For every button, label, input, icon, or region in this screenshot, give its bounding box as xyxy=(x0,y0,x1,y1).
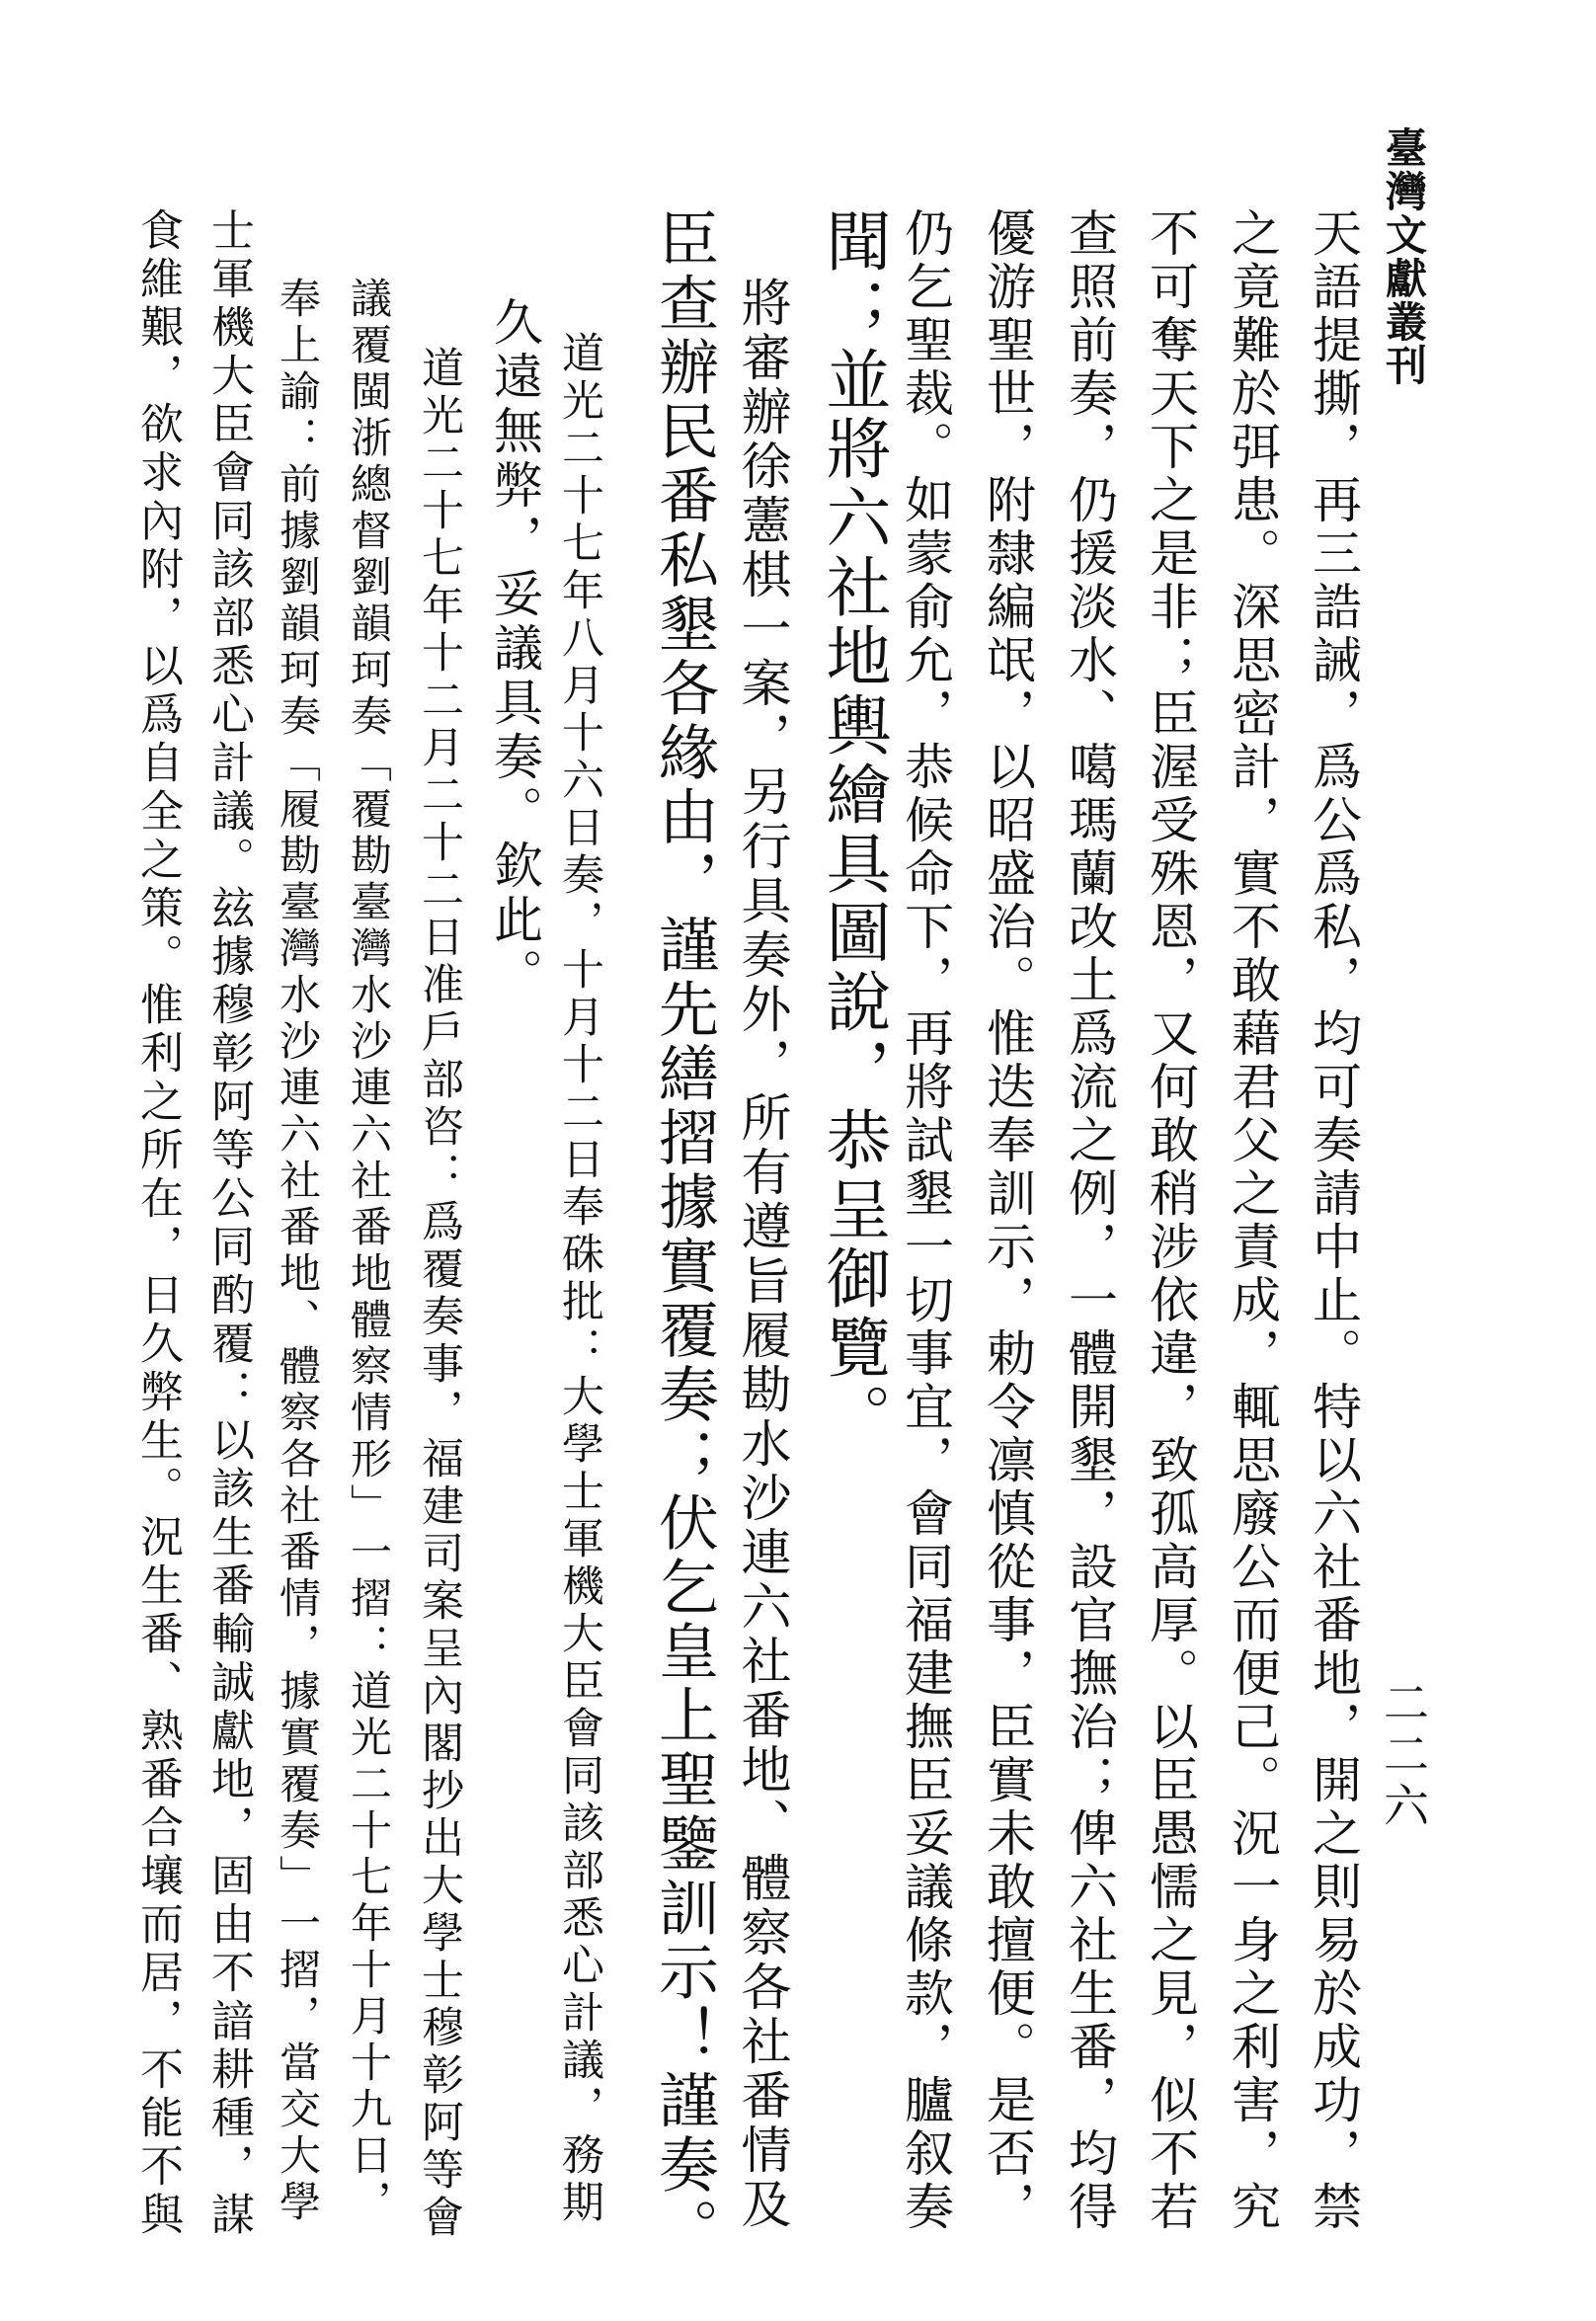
decree-line: 士軍機大臣會同該部悉心計議。玆據穆彰阿等公同酌覆：以該生番輸誠獻地，固由不諳耕種，謀 xyxy=(203,207,254,2240)
memorial-line-indented: 將審辦徐藼棋一案，另行具奏外，所有遵旨履勘水沙連六社番地、體察各社番情及 xyxy=(732,277,790,2232)
series-title: 臺灣文獻叢刊 xyxy=(1380,126,1428,387)
decree-line: 久遠無弊，妥議具奏。欽此。 xyxy=(486,296,543,1002)
memorial-line: 臣查辦民番私墾各緣由，謹先繕摺據實覆奏；伏乞皇上聖鑒訓示！謹奏。 xyxy=(649,207,719,2262)
memorial-line: 天語提撕，再三誥誡，爲公爲私，均可奏請中止。特以六社番地，開之則易於成功，禁 xyxy=(1305,207,1362,2234)
decree-line: 議覆閩浙總督劉韻珂奏「覆勘臺灣水沙連六社番地體察情形」一摺：道光二十七年十月十九日， xyxy=(345,277,393,2226)
decree-line: 道光二十七年八月十六日奏，十月十二日奉硃批：大學士軍機大臣會同該部悉心計議，務期 xyxy=(555,331,604,2227)
memorial-line: 仍乞聖裁。如蒙俞允，恭候命下，再將試墾一切事宜，會同福建撫臣妥議條款，臚叙奏 xyxy=(897,207,954,2234)
decree-line: 道光二十七年十二月二十二日准戶部咨：爲覆奏事，福建司案呈內閣抄出大學士穆彰阿等會 xyxy=(415,346,464,2242)
memorial-line: 不可奪天下之是非；臣渥受殊恩，又何敢稍涉依違，致孤高厚。以臣愚懦之見，似不若 xyxy=(1142,207,1199,2234)
memorial-line: 查照前奏，仍援淡水、噶瑪蘭改土爲流之例，一體開墾，設官撫治；俾六社生番，均得 xyxy=(1061,207,1118,2234)
memorial-line: 之竟難於弭患。深思密計，實不敢藉君父之責成，輒思廢公而便己。況一身之利害，究 xyxy=(1224,207,1281,2234)
decree-line: 食維艱，欲求內附，以爲自全之策。惟利之所在，日久弊生。況生番、熟番合壤而居，不能不與 xyxy=(132,207,183,2240)
page-number: 二二六 xyxy=(1377,1679,1430,1833)
memorial-line: 聞；並將六社地輿繪具圖說，恭呈御覽。 xyxy=(815,207,891,1452)
decree-line: 奉上諭：前據劉韻珂奏「履勘臺灣水沙連六社番地、體察各社番情，據實覆奏」一摺，當交大學 xyxy=(274,277,322,2226)
memorial-line: 優游聖世，附隸編氓，以昭盛治。惟迭奉訓示，勅令凛慎從事，臣實未敢擅便。是否， xyxy=(979,207,1036,2234)
